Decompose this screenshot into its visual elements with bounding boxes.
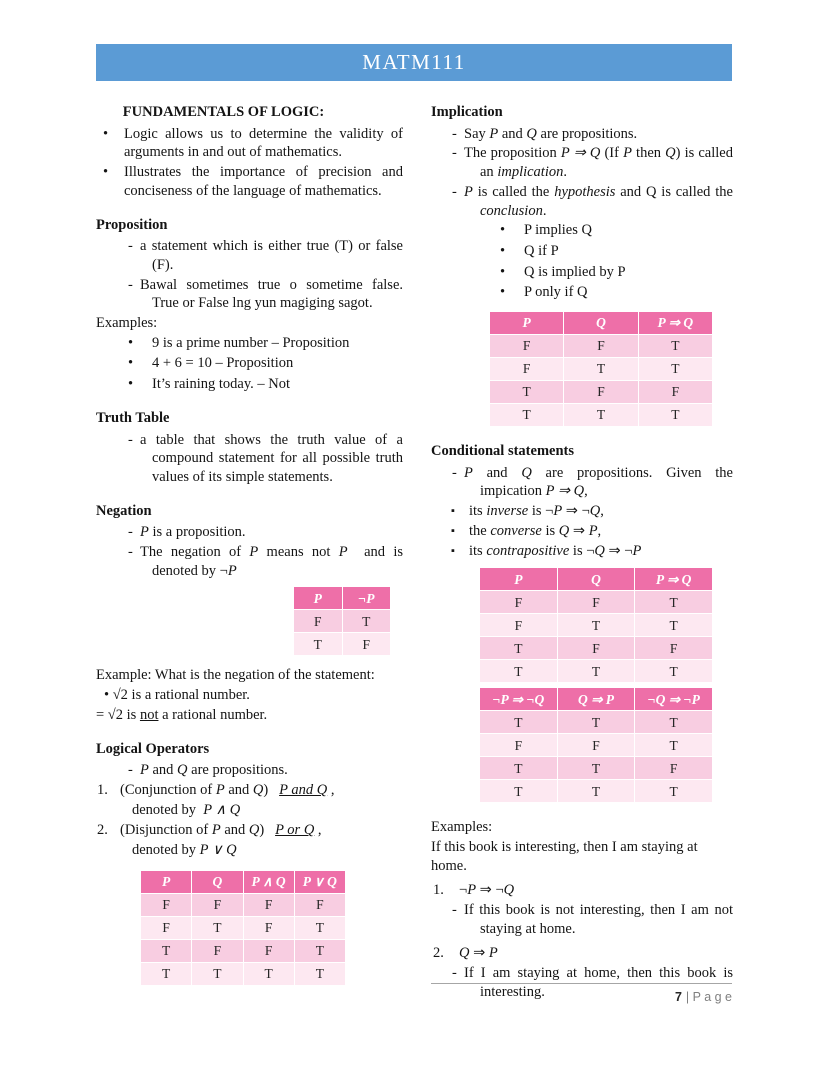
conditional-truth-table — [479, 567, 713, 683]
table-cell: T — [564, 358, 638, 381]
table-cell: F — [294, 610, 343, 633]
course-banner — [96, 44, 732, 81]
example-text: - If this book is not interesting, then I am not staying at home. — [431, 901, 733, 938]
operator-denoted: denoted by P ∨ Q — [132, 842, 237, 859]
table-header-row — [490, 312, 713, 335]
table-cell: T — [480, 780, 558, 803]
proposition-item: - a statement which is either true (T) or false (F). — [96, 237, 403, 274]
table-cell: T — [480, 637, 558, 660]
page-number: 7 — [674, 990, 682, 1004]
negation-example-statement: • √2 is a rational number. — [104, 687, 250, 704]
table-row — [294, 610, 391, 633]
example-formula-line — [431, 944, 733, 963]
table-header-cell: Q — [564, 312, 638, 335]
section-implication — [431, 103, 733, 427]
examples-label: Examples: — [96, 315, 158, 332]
table-header-cell: P — [141, 870, 192, 893]
logical-operators-intro: - P and Q are propositions. — [96, 761, 403, 780]
section-logical-operators — [96, 740, 403, 986]
negation-title: Negation — [96, 502, 152, 519]
implication-item: - Say P and Q are propositions. — [431, 125, 733, 144]
operator-item — [96, 781, 403, 800]
table-cell: F — [480, 614, 558, 637]
table-cell: T — [635, 614, 713, 637]
table-row — [141, 939, 346, 962]
table-cell: T — [557, 757, 635, 780]
table-header-cell: ¬Q ⇒ ¬P — [635, 688, 713, 711]
table-cell: T — [635, 780, 713, 803]
table-header-cell: P — [480, 568, 558, 591]
operator-text: (Disjunction of P and Q) P or Q , — [120, 822, 322, 839]
table-cell: T — [557, 614, 635, 637]
table-cell: T — [141, 962, 192, 985]
table-cell: F — [490, 335, 564, 358]
table-row — [490, 381, 713, 404]
section-proposition — [96, 216, 403, 394]
table-cell: F — [557, 591, 635, 614]
table-cell: T — [635, 711, 713, 734]
implication-bullet: • P only if Q — [431, 283, 733, 302]
fundamentals-title: FUNDAMENTALS OF LOGIC: — [122, 104, 325, 120]
table-header-cell: P ⇒ Q — [638, 312, 712, 335]
table-cell: T — [490, 381, 564, 404]
table-cell: T — [635, 591, 713, 614]
implication-bullet: • Q is implied by P — [431, 263, 733, 282]
implication-bullet: • Q if P — [431, 242, 733, 261]
table-cell: T — [294, 916, 345, 939]
table-cell: T — [635, 734, 713, 757]
examples-label: Examples: — [431, 819, 493, 836]
table-cell: F — [490, 358, 564, 381]
table-row — [294, 633, 391, 656]
table-cell: T — [480, 660, 558, 683]
table-cell: T — [294, 939, 345, 962]
conditional-bullet: ▪ its contrapositive is ¬Q ⇒ ¬P — [431, 542, 733, 561]
table-cell: T — [638, 358, 712, 381]
logical-operators-title: Logical Operators — [96, 740, 210, 757]
table-row — [490, 358, 713, 381]
table-cell: T — [480, 711, 558, 734]
table-cell: F — [243, 916, 294, 939]
table-cell: F — [192, 893, 243, 916]
operators-truth-table — [140, 870, 346, 986]
implication-item: - P is called the hypothesis and Q is called the conclusion. — [431, 183, 733, 220]
page-number-label: | P a g e — [685, 990, 732, 1004]
table-header-cell: P ∧ Q — [243, 870, 294, 893]
fundamentals-bullet: • Logic allows us to determine the validity of arguments in and out of mathematics. — [96, 125, 403, 162]
conditional-intro: - P and Q are propositions. Given the impication P ⇒ Q, — [431, 464, 733, 501]
table-row — [490, 335, 713, 358]
table-row — [480, 614, 713, 637]
table-header-cell: P — [490, 312, 564, 335]
table-cell: F — [294, 893, 345, 916]
derived-conditionals-truth-table — [479, 687, 713, 803]
operator-item — [96, 821, 403, 840]
table-cell: T — [342, 610, 391, 633]
table-header-cell: Q ⇒ P — [557, 688, 635, 711]
negation-example-intro: Example: What is the negation of the statement: — [96, 667, 375, 684]
truth-table-item: - a table that shows the truth value of a compound statement for all possible truth values of its simple statements. — [96, 431, 403, 487]
right-column — [431, 103, 733, 1017]
table-cell: F — [557, 734, 635, 757]
table-cell: T — [557, 780, 635, 803]
table-row — [480, 757, 713, 780]
table-cell: T — [564, 404, 638, 427]
section-conditional — [431, 442, 733, 803]
table-header-cell: Q — [557, 568, 635, 591]
table-cell: F — [192, 939, 243, 962]
table-cell: T — [294, 962, 345, 985]
conditional-bullet: ▪ its inverse is ¬P ⇒ ¬Q, — [431, 502, 733, 521]
table-cell: T — [635, 660, 713, 683]
example-formula: Q ⇒ P — [459, 945, 498, 962]
table-cell: F — [243, 893, 294, 916]
example-formula: ¬P ⇒ ¬Q — [459, 882, 515, 899]
fundamentals-bullet: • Illustrates the importance of precision and conciseness of the language of mathematics. — [96, 163, 403, 200]
table-row — [141, 962, 346, 985]
table-cell: F — [557, 637, 635, 660]
example-text: - If I am staying at home, then this book is interesting. — [431, 964, 733, 1001]
negation-truth-table — [293, 586, 391, 656]
truth-table-title: Truth Table — [96, 409, 170, 426]
table-row — [480, 660, 713, 683]
operator-denoted: denoted by P ∧ Q — [132, 801, 241, 818]
proposition-example: • 4 + 6 = 10 – Proposition — [96, 354, 403, 373]
table-cell: F — [564, 335, 638, 358]
table-row — [141, 916, 346, 939]
implication-item: - The proposition P ⇒ Q (If P then Q) is called an implication. — [431, 144, 733, 181]
table-cell: T — [490, 404, 564, 427]
table-header-row — [141, 870, 346, 893]
table-header-cell: P ⇒ Q — [635, 568, 713, 591]
page-footer — [431, 983, 732, 1004]
table-cell: T — [638, 335, 712, 358]
table-cell: T — [294, 633, 343, 656]
table-cell: F — [342, 633, 391, 656]
table-header-cell: P ∨ Q — [294, 870, 345, 893]
proposition-item: - Bawal sometimes true o sometime false. True or False lng yun magiging sagot. — [96, 276, 403, 313]
table-header-row — [480, 568, 713, 591]
table-cell: T — [638, 404, 712, 427]
section-truth-table — [96, 409, 403, 487]
section-conditional-examples — [431, 818, 733, 1001]
section-negation — [96, 502, 403, 725]
implication-truth-table — [489, 311, 713, 427]
table-row — [480, 637, 713, 660]
example-formula-line — [431, 881, 733, 900]
table-cell: F — [243, 939, 294, 962]
table-row — [480, 591, 713, 614]
example-number: 2. — [433, 945, 444, 962]
conditional-bullet: ▪ the converse is Q ⇒ P, — [431, 522, 733, 541]
table-cell: T — [192, 962, 243, 985]
negation-example-answer: = √2 is not a rational number. — [96, 706, 268, 723]
proposition-title: Proposition — [96, 216, 168, 233]
table-cell: F — [635, 637, 713, 660]
table-header-cell: P — [294, 587, 343, 610]
table-cell: T — [192, 916, 243, 939]
table-cell: T — [141, 939, 192, 962]
table-row — [480, 734, 713, 757]
left-column — [96, 103, 403, 1001]
implication-title: Implication — [431, 104, 503, 120]
table-header-row — [294, 587, 391, 610]
table-header-cell: ¬P — [342, 587, 391, 610]
section-fundamentals — [96, 103, 403, 201]
course-code: MATM111 — [362, 50, 466, 74]
table-cell: T — [557, 711, 635, 734]
operator-number: 2. — [97, 822, 108, 839]
proposition-example: • It’s raining today. – Not — [96, 375, 403, 394]
table-cell: F — [638, 381, 712, 404]
table-cell: F — [141, 893, 192, 916]
table-row — [480, 711, 713, 734]
table-cell: F — [635, 757, 713, 780]
table-cell: T — [480, 757, 558, 780]
table-cell: F — [480, 734, 558, 757]
example-item — [431, 881, 733, 938]
table-row — [141, 893, 346, 916]
table-header-row — [480, 688, 713, 711]
table-cell: T — [243, 962, 294, 985]
table-cell: F — [141, 916, 192, 939]
negation-item: - The negation of P means not P and is denoted by ¬P — [96, 543, 403, 580]
example-number: 1. — [433, 882, 444, 899]
table-row — [490, 404, 713, 427]
table-cell: F — [480, 591, 558, 614]
operator-text: (Conjunction of P and Q) P and Q , — [120, 781, 335, 798]
table-cell: T — [557, 660, 635, 683]
table-header-cell: ¬P ⇒ ¬Q — [480, 688, 558, 711]
conditional-title: Conditional statements — [431, 443, 574, 460]
table-cell: F — [564, 381, 638, 404]
proposition-example: • 9 is a prime number – Proposition — [96, 334, 403, 353]
table-row — [480, 780, 713, 803]
table-header-cell: Q — [192, 870, 243, 893]
implication-bullet: • P implies Q — [431, 221, 733, 240]
examples-intro: If this book is interesting, then I am staying at home. — [431, 838, 698, 874]
negation-item: - P is a proposition. — [96, 523, 403, 542]
operator-number: 1. — [97, 781, 108, 798]
